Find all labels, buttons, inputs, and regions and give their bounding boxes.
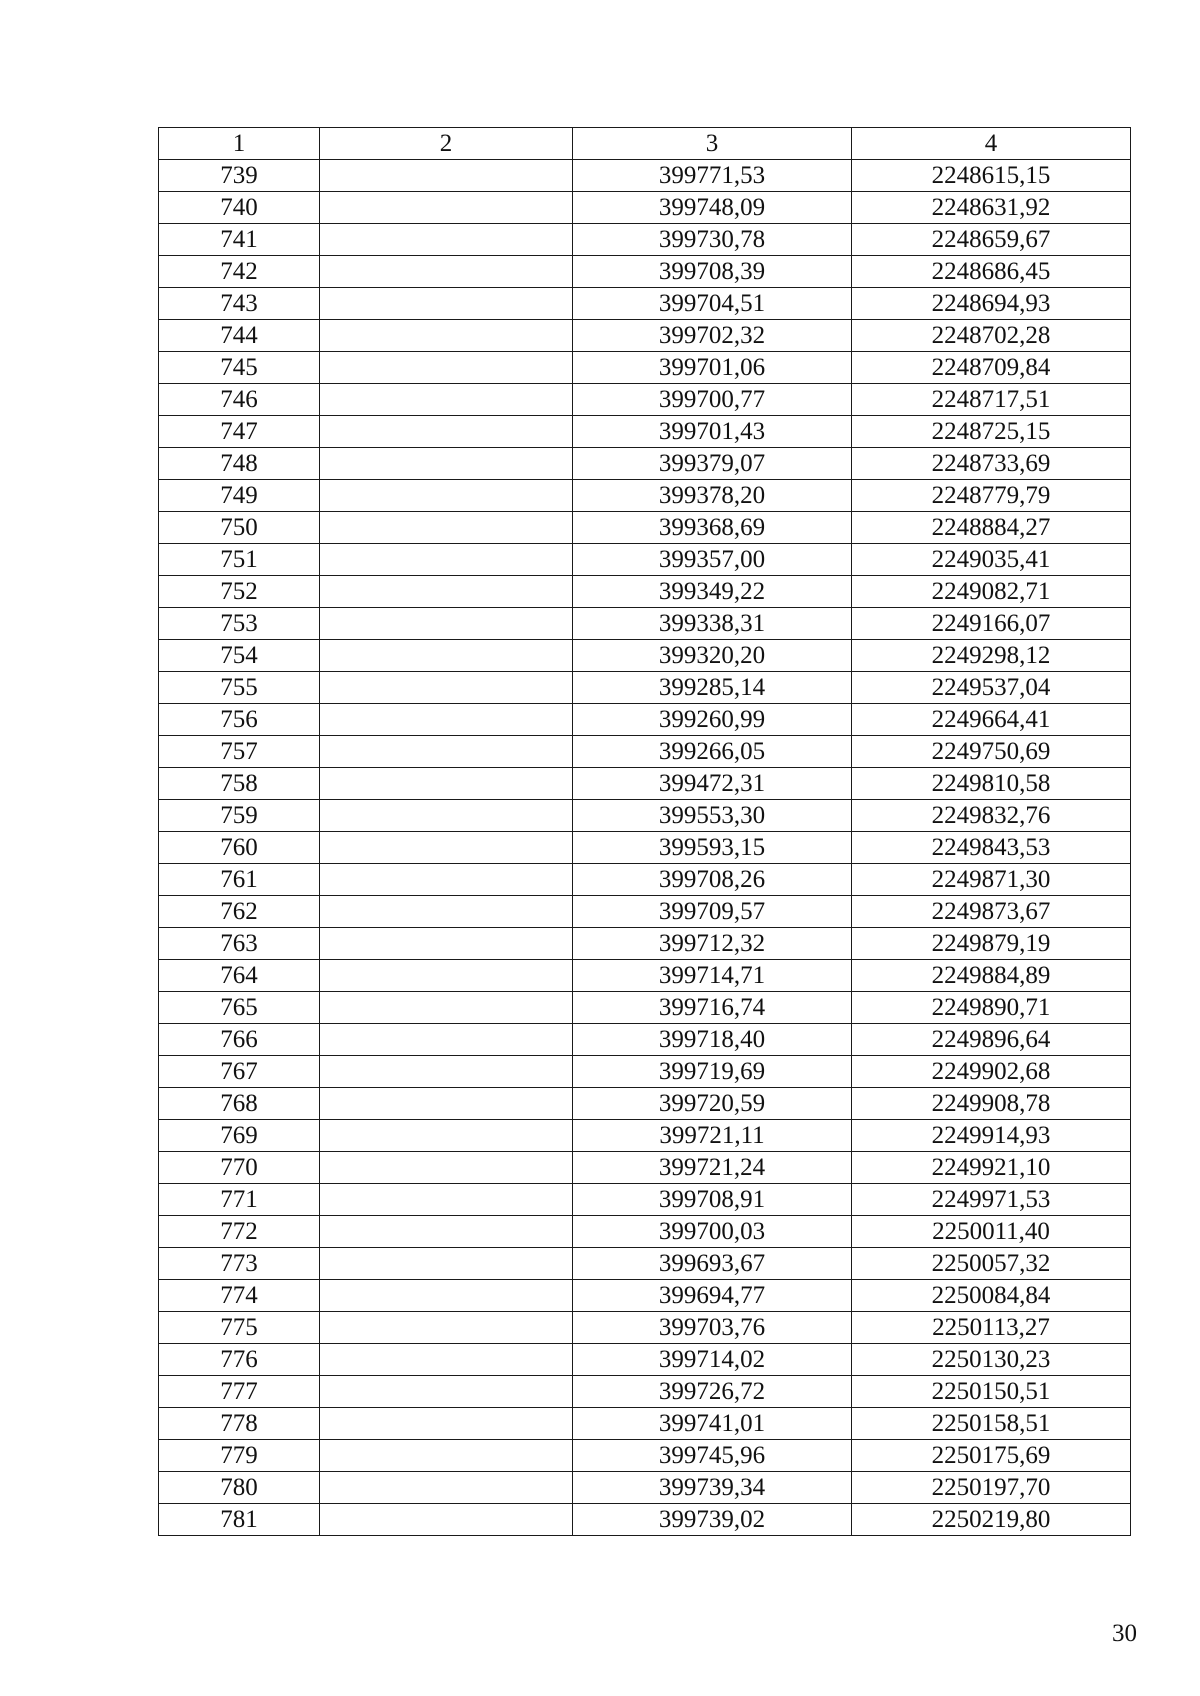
table-row — [159, 448, 1131, 480]
y-coordinate-cell: 2249971,53 — [852, 1184, 1131, 1216]
description-cell — [320, 1312, 573, 1344]
y-coordinate-cell: 2250150,51 — [852, 1376, 1131, 1408]
description-cell — [320, 1376, 573, 1408]
point-number-cell: 739 — [159, 160, 320, 192]
description-cell — [320, 160, 573, 192]
description-cell — [320, 1504, 573, 1536]
table-row — [159, 256, 1131, 288]
table-row — [159, 288, 1131, 320]
table-row — [159, 416, 1131, 448]
point-number-cell: 741 — [159, 224, 320, 256]
table-header-row — [159, 128, 1131, 160]
y-coordinate-cell: 2249879,19 — [852, 928, 1131, 960]
x-coordinate-cell: 399771,53 — [573, 160, 852, 192]
y-coordinate-cell: 2249750,69 — [852, 736, 1131, 768]
point-number-cell: 761 — [159, 864, 320, 896]
x-coordinate-cell: 399266,05 — [573, 736, 852, 768]
table-row — [159, 672, 1131, 704]
y-coordinate-cell: 2249873,67 — [852, 896, 1131, 928]
point-number-cell: 777 — [159, 1376, 320, 1408]
x-coordinate-cell: 399739,34 — [573, 1472, 852, 1504]
point-number-cell: 749 — [159, 480, 320, 512]
y-coordinate-cell: 2248631,92 — [852, 192, 1131, 224]
table-row — [159, 320, 1131, 352]
point-number-cell: 775 — [159, 1312, 320, 1344]
x-coordinate-cell: 399701,06 — [573, 352, 852, 384]
description-cell — [320, 352, 573, 384]
table-row — [159, 1344, 1131, 1376]
table-row — [159, 224, 1131, 256]
x-coordinate-cell: 399739,02 — [573, 1504, 852, 1536]
table-row — [159, 480, 1131, 512]
x-coordinate-cell: 399721,24 — [573, 1152, 852, 1184]
point-number-cell: 750 — [159, 512, 320, 544]
x-coordinate-cell: 399285,14 — [573, 672, 852, 704]
x-coordinate-cell: 399260,99 — [573, 704, 852, 736]
y-coordinate-cell: 2250011,40 — [852, 1216, 1131, 1248]
x-coordinate-cell: 399700,77 — [573, 384, 852, 416]
x-coordinate-cell: 399748,09 — [573, 192, 852, 224]
coordinates-table — [158, 127, 1131, 1536]
x-coordinate-cell: 399379,07 — [573, 448, 852, 480]
description-cell — [320, 1184, 573, 1216]
table-row — [159, 736, 1131, 768]
description-cell — [320, 896, 573, 928]
table-row — [159, 160, 1131, 192]
table-row — [159, 1184, 1131, 1216]
x-coordinate-cell: 399378,20 — [573, 480, 852, 512]
description-cell — [320, 576, 573, 608]
description-cell — [320, 416, 573, 448]
point-number-cell: 765 — [159, 992, 320, 1024]
point-number-cell: 756 — [159, 704, 320, 736]
column-header-2: 2 — [320, 128, 573, 160]
y-coordinate-cell: 2248709,84 — [852, 352, 1131, 384]
table-row — [159, 1024, 1131, 1056]
table-row — [159, 800, 1131, 832]
description-cell — [320, 1120, 573, 1152]
point-number-cell: 746 — [159, 384, 320, 416]
x-coordinate-cell: 399730,78 — [573, 224, 852, 256]
y-coordinate-cell: 2249871,30 — [852, 864, 1131, 896]
point-number-cell: 745 — [159, 352, 320, 384]
description-cell — [320, 640, 573, 672]
point-number-cell: 754 — [159, 640, 320, 672]
x-coordinate-cell: 399708,91 — [573, 1184, 852, 1216]
point-number-cell: 778 — [159, 1408, 320, 1440]
page-number: 30 — [1112, 1620, 1137, 1647]
table-row — [159, 992, 1131, 1024]
point-number-cell: 748 — [159, 448, 320, 480]
description-cell — [320, 992, 573, 1024]
x-coordinate-cell: 399726,72 — [573, 1376, 852, 1408]
point-number-cell: 770 — [159, 1152, 320, 1184]
x-coordinate-cell: 399704,51 — [573, 288, 852, 320]
point-number-cell: 758 — [159, 768, 320, 800]
y-coordinate-cell: 2250084,84 — [852, 1280, 1131, 1312]
description-cell — [320, 480, 573, 512]
table-row — [159, 1056, 1131, 1088]
table-row — [159, 640, 1131, 672]
table-row — [159, 1408, 1131, 1440]
point-number-cell: 755 — [159, 672, 320, 704]
table-row — [159, 960, 1131, 992]
description-cell — [320, 1472, 573, 1504]
x-coordinate-cell: 399472,31 — [573, 768, 852, 800]
point-number-cell: 779 — [159, 1440, 320, 1472]
y-coordinate-cell: 2248702,28 — [852, 320, 1131, 352]
table-row — [159, 352, 1131, 384]
point-number-cell: 757 — [159, 736, 320, 768]
table-row — [159, 704, 1131, 736]
description-cell — [320, 704, 573, 736]
x-coordinate-cell: 399741,01 — [573, 1408, 852, 1440]
x-coordinate-cell: 399714,02 — [573, 1344, 852, 1376]
x-coordinate-cell: 399357,00 — [573, 544, 852, 576]
description-cell — [320, 1088, 573, 1120]
x-coordinate-cell: 399708,39 — [573, 256, 852, 288]
y-coordinate-cell: 2249537,04 — [852, 672, 1131, 704]
y-coordinate-cell: 2249035,41 — [852, 544, 1131, 576]
description-cell — [320, 960, 573, 992]
y-coordinate-cell: 2250197,70 — [852, 1472, 1131, 1504]
table-row — [159, 1248, 1131, 1280]
description-cell — [320, 864, 573, 896]
description-cell — [320, 1216, 573, 1248]
point-number-cell: 744 — [159, 320, 320, 352]
description-cell — [320, 1152, 573, 1184]
description-cell — [320, 832, 573, 864]
y-coordinate-cell: 2248659,67 — [852, 224, 1131, 256]
point-number-cell: 742 — [159, 256, 320, 288]
y-coordinate-cell: 2250130,23 — [852, 1344, 1131, 1376]
x-coordinate-cell: 399693,67 — [573, 1248, 852, 1280]
table-row — [159, 384, 1131, 416]
description-cell — [320, 448, 573, 480]
x-coordinate-cell: 399714,71 — [573, 960, 852, 992]
y-coordinate-cell: 2250219,80 — [852, 1504, 1131, 1536]
description-cell — [320, 224, 573, 256]
point-number-cell: 772 — [159, 1216, 320, 1248]
point-number-cell: 763 — [159, 928, 320, 960]
x-coordinate-cell: 399716,74 — [573, 992, 852, 1024]
table-row — [159, 896, 1131, 928]
table-row — [159, 768, 1131, 800]
table-row — [159, 512, 1131, 544]
table-row — [159, 928, 1131, 960]
point-number-cell: 743 — [159, 288, 320, 320]
point-number-cell: 771 — [159, 1184, 320, 1216]
table-row — [159, 864, 1131, 896]
table-row — [159, 1088, 1131, 1120]
point-number-cell: 762 — [159, 896, 320, 928]
point-number-cell: 766 — [159, 1024, 320, 1056]
y-coordinate-cell: 2248717,51 — [852, 384, 1131, 416]
y-coordinate-cell: 2249082,71 — [852, 576, 1131, 608]
y-coordinate-cell: 2249902,68 — [852, 1056, 1131, 1088]
y-coordinate-cell: 2248733,69 — [852, 448, 1131, 480]
table-row — [159, 192, 1131, 224]
x-coordinate-cell: 399718,40 — [573, 1024, 852, 1056]
x-coordinate-cell: 399709,57 — [573, 896, 852, 928]
table-row — [159, 544, 1131, 576]
description-cell — [320, 1344, 573, 1376]
description-cell — [320, 320, 573, 352]
column-header-1: 1 — [159, 128, 320, 160]
x-coordinate-cell: 399349,22 — [573, 576, 852, 608]
table-row — [159, 1312, 1131, 1344]
y-coordinate-cell: 2248779,79 — [852, 480, 1131, 512]
y-coordinate-cell: 2249896,64 — [852, 1024, 1131, 1056]
point-number-cell: 751 — [159, 544, 320, 576]
table-row — [159, 1440, 1131, 1472]
description-cell — [320, 1056, 573, 1088]
table-row — [159, 576, 1131, 608]
description-cell — [320, 608, 573, 640]
description-cell — [320, 1440, 573, 1472]
table-row — [159, 1280, 1131, 1312]
table-row — [159, 1216, 1131, 1248]
y-coordinate-cell: 2248615,15 — [852, 160, 1131, 192]
x-coordinate-cell: 399694,77 — [573, 1280, 852, 1312]
description-cell — [320, 928, 573, 960]
table-row — [159, 832, 1131, 864]
description-cell — [320, 544, 573, 576]
y-coordinate-cell: 2248694,93 — [852, 288, 1131, 320]
x-coordinate-cell: 399701,43 — [573, 416, 852, 448]
x-coordinate-cell: 399703,76 — [573, 1312, 852, 1344]
description-cell — [320, 1280, 573, 1312]
point-number-cell: 764 — [159, 960, 320, 992]
y-coordinate-cell: 2250158,51 — [852, 1408, 1131, 1440]
table-row — [159, 1472, 1131, 1504]
x-coordinate-cell: 399702,32 — [573, 320, 852, 352]
y-coordinate-cell: 2249843,53 — [852, 832, 1131, 864]
x-coordinate-cell: 399712,32 — [573, 928, 852, 960]
point-number-cell: 752 — [159, 576, 320, 608]
column-header-4: 4 — [852, 128, 1131, 160]
point-number-cell: 753 — [159, 608, 320, 640]
y-coordinate-cell: 2249890,71 — [852, 992, 1131, 1024]
point-number-cell: 760 — [159, 832, 320, 864]
y-coordinate-cell: 2248725,15 — [852, 416, 1131, 448]
y-coordinate-cell: 2248884,27 — [852, 512, 1131, 544]
x-coordinate-cell: 399708,26 — [573, 864, 852, 896]
point-number-cell: 769 — [159, 1120, 320, 1152]
point-number-cell: 776 — [159, 1344, 320, 1376]
point-number-cell: 767 — [159, 1056, 320, 1088]
y-coordinate-cell: 2249832,76 — [852, 800, 1131, 832]
y-coordinate-cell: 2249810,58 — [852, 768, 1131, 800]
x-coordinate-cell: 399368,69 — [573, 512, 852, 544]
y-coordinate-cell: 2250057,32 — [852, 1248, 1131, 1280]
description-cell — [320, 672, 573, 704]
y-coordinate-cell: 2250113,27 — [852, 1312, 1131, 1344]
x-coordinate-cell: 399719,69 — [573, 1056, 852, 1088]
y-coordinate-cell: 2249298,12 — [852, 640, 1131, 672]
column-header-3: 3 — [573, 128, 852, 160]
point-number-cell: 759 — [159, 800, 320, 832]
y-coordinate-cell: 2249921,10 — [852, 1152, 1131, 1184]
point-number-cell: 773 — [159, 1248, 320, 1280]
description-cell — [320, 512, 573, 544]
x-coordinate-cell: 399320,20 — [573, 640, 852, 672]
x-coordinate-cell: 399700,03 — [573, 1216, 852, 1248]
x-coordinate-cell: 399721,11 — [573, 1120, 852, 1152]
table-body — [159, 160, 1131, 1536]
x-coordinate-cell: 399553,30 — [573, 800, 852, 832]
y-coordinate-cell: 2249166,07 — [852, 608, 1131, 640]
point-number-cell: 780 — [159, 1472, 320, 1504]
point-number-cell: 774 — [159, 1280, 320, 1312]
x-coordinate-cell: 399593,15 — [573, 832, 852, 864]
table-row — [159, 1152, 1131, 1184]
y-coordinate-cell: 2249908,78 — [852, 1088, 1131, 1120]
x-coordinate-cell: 399745,96 — [573, 1440, 852, 1472]
description-cell — [320, 1408, 573, 1440]
description-cell — [320, 736, 573, 768]
x-coordinate-cell: 399720,59 — [573, 1088, 852, 1120]
description-cell — [320, 800, 573, 832]
y-coordinate-cell: 2249914,93 — [852, 1120, 1131, 1152]
table-row — [159, 1376, 1131, 1408]
point-number-cell: 768 — [159, 1088, 320, 1120]
description-cell — [320, 384, 573, 416]
point-number-cell: 781 — [159, 1504, 320, 1536]
table-row — [159, 608, 1131, 640]
point-number-cell: 740 — [159, 192, 320, 224]
table-row — [159, 1504, 1131, 1536]
point-number-cell: 747 — [159, 416, 320, 448]
y-coordinate-cell: 2249884,89 — [852, 960, 1131, 992]
table-row — [159, 1120, 1131, 1152]
description-cell — [320, 1248, 573, 1280]
description-cell — [320, 256, 573, 288]
y-coordinate-cell: 2248686,45 — [852, 256, 1131, 288]
x-coordinate-cell: 399338,31 — [573, 608, 852, 640]
description-cell — [320, 192, 573, 224]
description-cell — [320, 1024, 573, 1056]
description-cell — [320, 768, 573, 800]
description-cell — [320, 288, 573, 320]
y-coordinate-cell: 2249664,41 — [852, 704, 1131, 736]
y-coordinate-cell: 2250175,69 — [852, 1440, 1131, 1472]
